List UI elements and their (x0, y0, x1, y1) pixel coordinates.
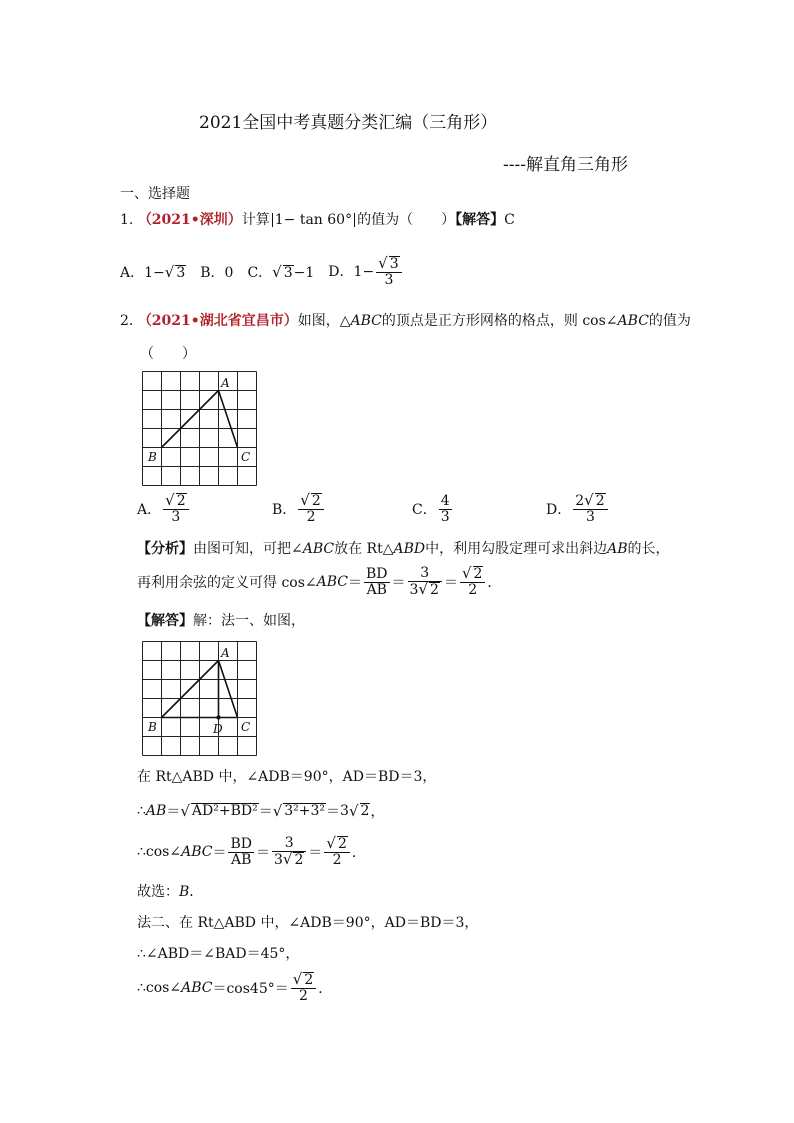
abs-bar-right (354, 213, 355, 227)
label-b-2: B (148, 720, 157, 734)
label-a: A (221, 376, 230, 390)
segment-ab (162, 391, 219, 448)
q2-stem-abc2: ABC (617, 313, 649, 329)
doc-title: 2021全国中考真题分类汇编（三角形） (199, 113, 498, 133)
q1-stem (120, 213, 515, 227)
q2-option-c: C． $\frac{4}{3}$ (412, 492, 450, 525)
q1-source: （2021•深圳） (137, 212, 242, 228)
q1-number: 1. (120, 212, 134, 228)
q2-option-a: A． $\frac{√ 2}{3}$ (137, 493, 272, 525)
q2-stem-abc: ABC (350, 313, 382, 329)
q2-option-b: B． $\frac{√ 2}{2}$ (272, 493, 412, 525)
solution-tag: 【解答】 (137, 613, 193, 629)
solution-line3: ∴cos∠ ABC ＝ $\frac{BD}{AB}$ ＝ $\frac{3}{3√ 2}$ ＝ $\frac{√ 2}{2}$ ． (137, 834, 366, 869)
q2-stem-c: 的值为 (648, 313, 691, 329)
analysis-line2: 再利用余弦的定义可得 cos∠ ABC ＝ $\frac{BD}{AB}$ ＝ $\frac{3}{3√ 2}$ ＝ $\frac{√ 2}{2}$ ． (137, 564, 502, 599)
label-d: D (213, 722, 223, 736)
q1-expr: 1− tan 60° (274, 212, 353, 228)
q1-option-a: A．1−√ 3 (120, 263, 186, 282)
q2-options (137, 493, 610, 525)
q2-source: （2021•湖北省宜昌市） (137, 313, 298, 329)
q2-number: 2. (120, 313, 134, 329)
solution-figure (142, 641, 260, 759)
abs-bar-left (272, 213, 273, 227)
label-b: B (148, 450, 157, 464)
q1-stem-b: 的值为（ ） (357, 212, 456, 228)
section-heading: 一、选择题 (120, 186, 190, 202)
doc-subtitle: ----解直角三角形 (503, 155, 628, 175)
q2-stem-b: 的顶点是正方形网格的格点，则 cos∠ (381, 313, 618, 329)
solution-line: 【解答】解：法一、如图， (137, 613, 305, 629)
method2-line2: ∴∠ABD＝∠BAD＝45°， (137, 946, 300, 962)
q2-paren: （ ） (140, 346, 196, 362)
q2-stem (120, 314, 691, 328)
method2-line3: ∴cos∠ ABC ＝cos45°＝ $\frac{√ 2}{2}$ ． (137, 970, 333, 1005)
label-c-2: C (241, 720, 251, 734)
choose-line: 故选：B． (137, 884, 204, 900)
q2-stem-a: 如图，△ (297, 313, 351, 329)
q1-options (120, 256, 404, 288)
q2-option-d: D． $\frac{2√ 2}{3}$ (546, 493, 610, 525)
analysis-line1: 【分析】由图可知，可把∠ABC放在 Rt△ABD中，利用勾股定理可求出斜边AB的长， (137, 541, 670, 557)
label-a-2: A (221, 646, 230, 660)
q1-option-d: D．1− $\frac{√ 3}{3}$ (328, 256, 403, 288)
point-d (216, 715, 220, 719)
analysis-tag: 【分析】 (137, 541, 193, 557)
label-c: C (241, 450, 251, 464)
solution-line1: 在 Rt△ABD 中，∠ADB＝90°，AD＝BD＝3， (137, 769, 437, 785)
solution-line2: ∴ AB ＝ √ AD²+BD² ＝ √ 3²+3² ＝ 3 √ 2 ， (137, 802, 385, 820)
q1-option-b: B．0 (200, 265, 234, 282)
q1-option-c: C．√ 3−1 (247, 263, 315, 282)
q1-answer: C (504, 212, 515, 228)
segment-ac-2 (219, 661, 238, 718)
grid-lines (143, 372, 257, 486)
segment-ac (219, 391, 238, 448)
q2-figure (142, 371, 260, 489)
method2-line1: 法二、在 Rt△ABD 中，∠ADB＝90°，AD＝BD＝3， (137, 915, 479, 931)
segment-ab-2 (162, 661, 219, 718)
q1-stem-a: 计算 (241, 212, 270, 228)
q1-answer-tag: 【解答】 (455, 212, 505, 228)
